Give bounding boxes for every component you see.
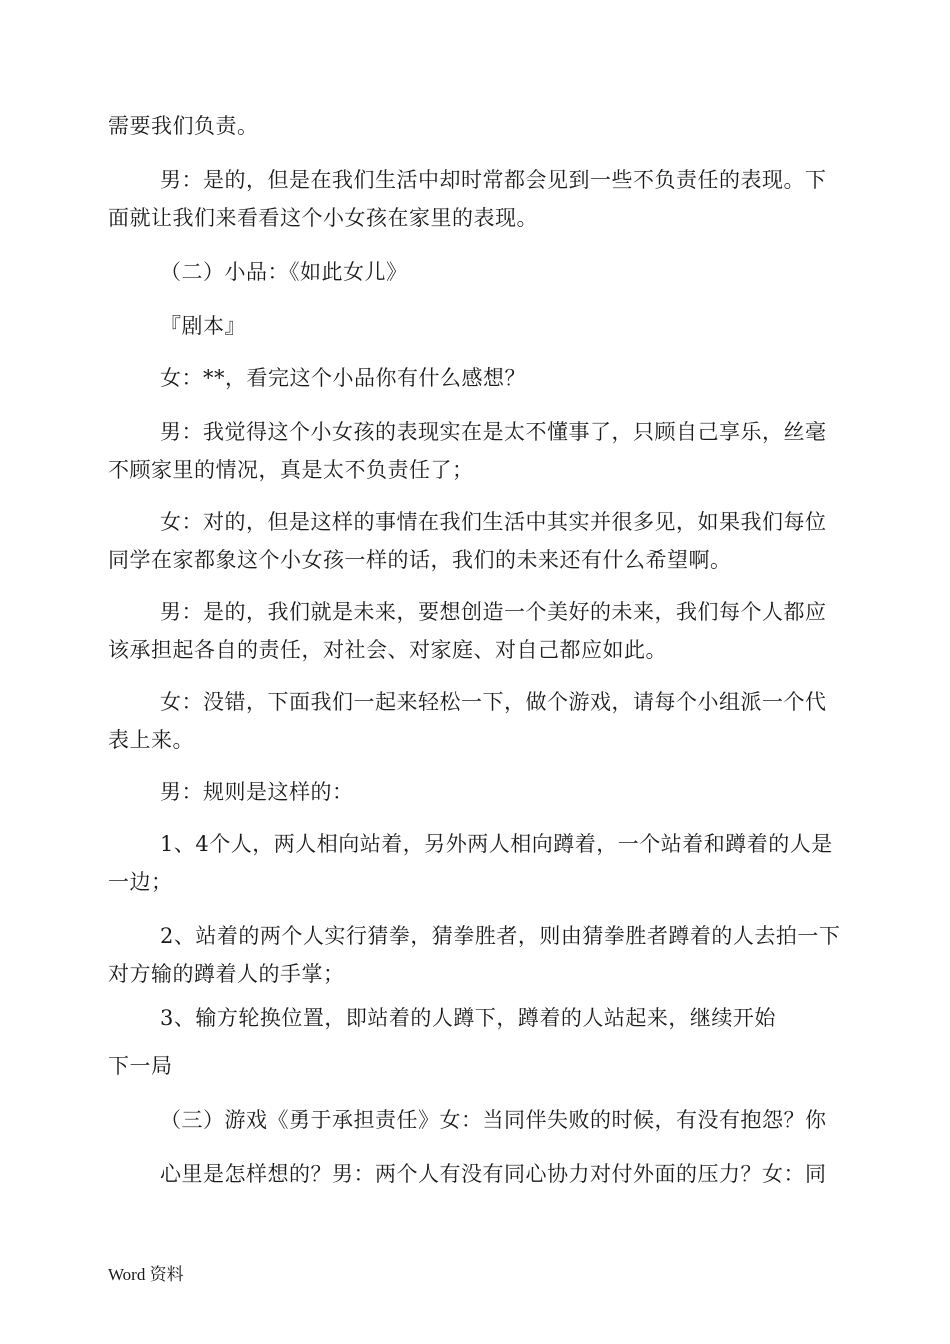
section-heading: （三）游戏《勇于承担责任》女：当同伴失败的时候，有没有抱怨？你 [160, 1108, 827, 1132]
script-label: 『剧本』 [160, 314, 246, 338]
text-line: 一边； [108, 870, 173, 894]
text-line: 女：没错，下面我们一起来轻松一下，做个游戏，请每个小组派一个代 [160, 690, 827, 714]
text-line: 女：对的，但是这样的事情在我们生活中其实并很多见，如果我们每位 [160, 510, 827, 534]
text-line: 男：规则是这样的： [160, 780, 354, 804]
text-line: 下一局 [108, 1054, 173, 1078]
rule-item-1: 1、4个人，两人相向站着，另外两人相向蹲着，一个站着和蹲着的人是 [160, 832, 833, 856]
text-line: 面就让我们来看看这个小女孩在家里的表现。 [108, 206, 538, 230]
text-line: 男：是的，我们就是未来，要想创造一个美好的未来，我们每个人都应 [160, 600, 827, 624]
text-line: 表上来。 [108, 728, 194, 752]
text-line: 女：**，看完这个小品你有什么感想？ [160, 366, 526, 390]
text-line: 男：我觉得这个小女孩的表现实在是太不懂事了，只顾自己享乐，丝毫 [160, 420, 827, 444]
text-line: 对方输的蹲着人的手掌； [108, 962, 345, 986]
text-line: 需要我们负责。 [108, 114, 259, 138]
rule-item-2: 2、站着的两个人实行猜拳，猜拳胜者，则由猜拳胜者蹲着的人去拍一下 [160, 924, 841, 948]
text-line: 同学在家都象这个小女孩一样的话，我们的未来还有什么希望啊。 [108, 548, 732, 572]
text-line: 男：是的，但是在我们生活中却时常都会见到一些不负责任的表现。下 [160, 168, 827, 192]
text-line: 不顾家里的情况，真是太不负责任了； [108, 458, 474, 482]
text-line: 心里是怎样想的？男：两个人有没有同心协力对付外面的压力？女：同 [160, 1162, 827, 1186]
section-heading: （二）小品：《如此女儿》 [160, 260, 408, 284]
text-line: 该承担起各自的责任，对社会、对家庭、对自己都应如此。 [108, 638, 667, 662]
rule-item-3: 3、输方轮换位置，即站着的人蹲下，蹲着的人站起来，继续开始 [160, 1006, 776, 1030]
page-footer: Word 资料 [108, 1265, 184, 1284]
